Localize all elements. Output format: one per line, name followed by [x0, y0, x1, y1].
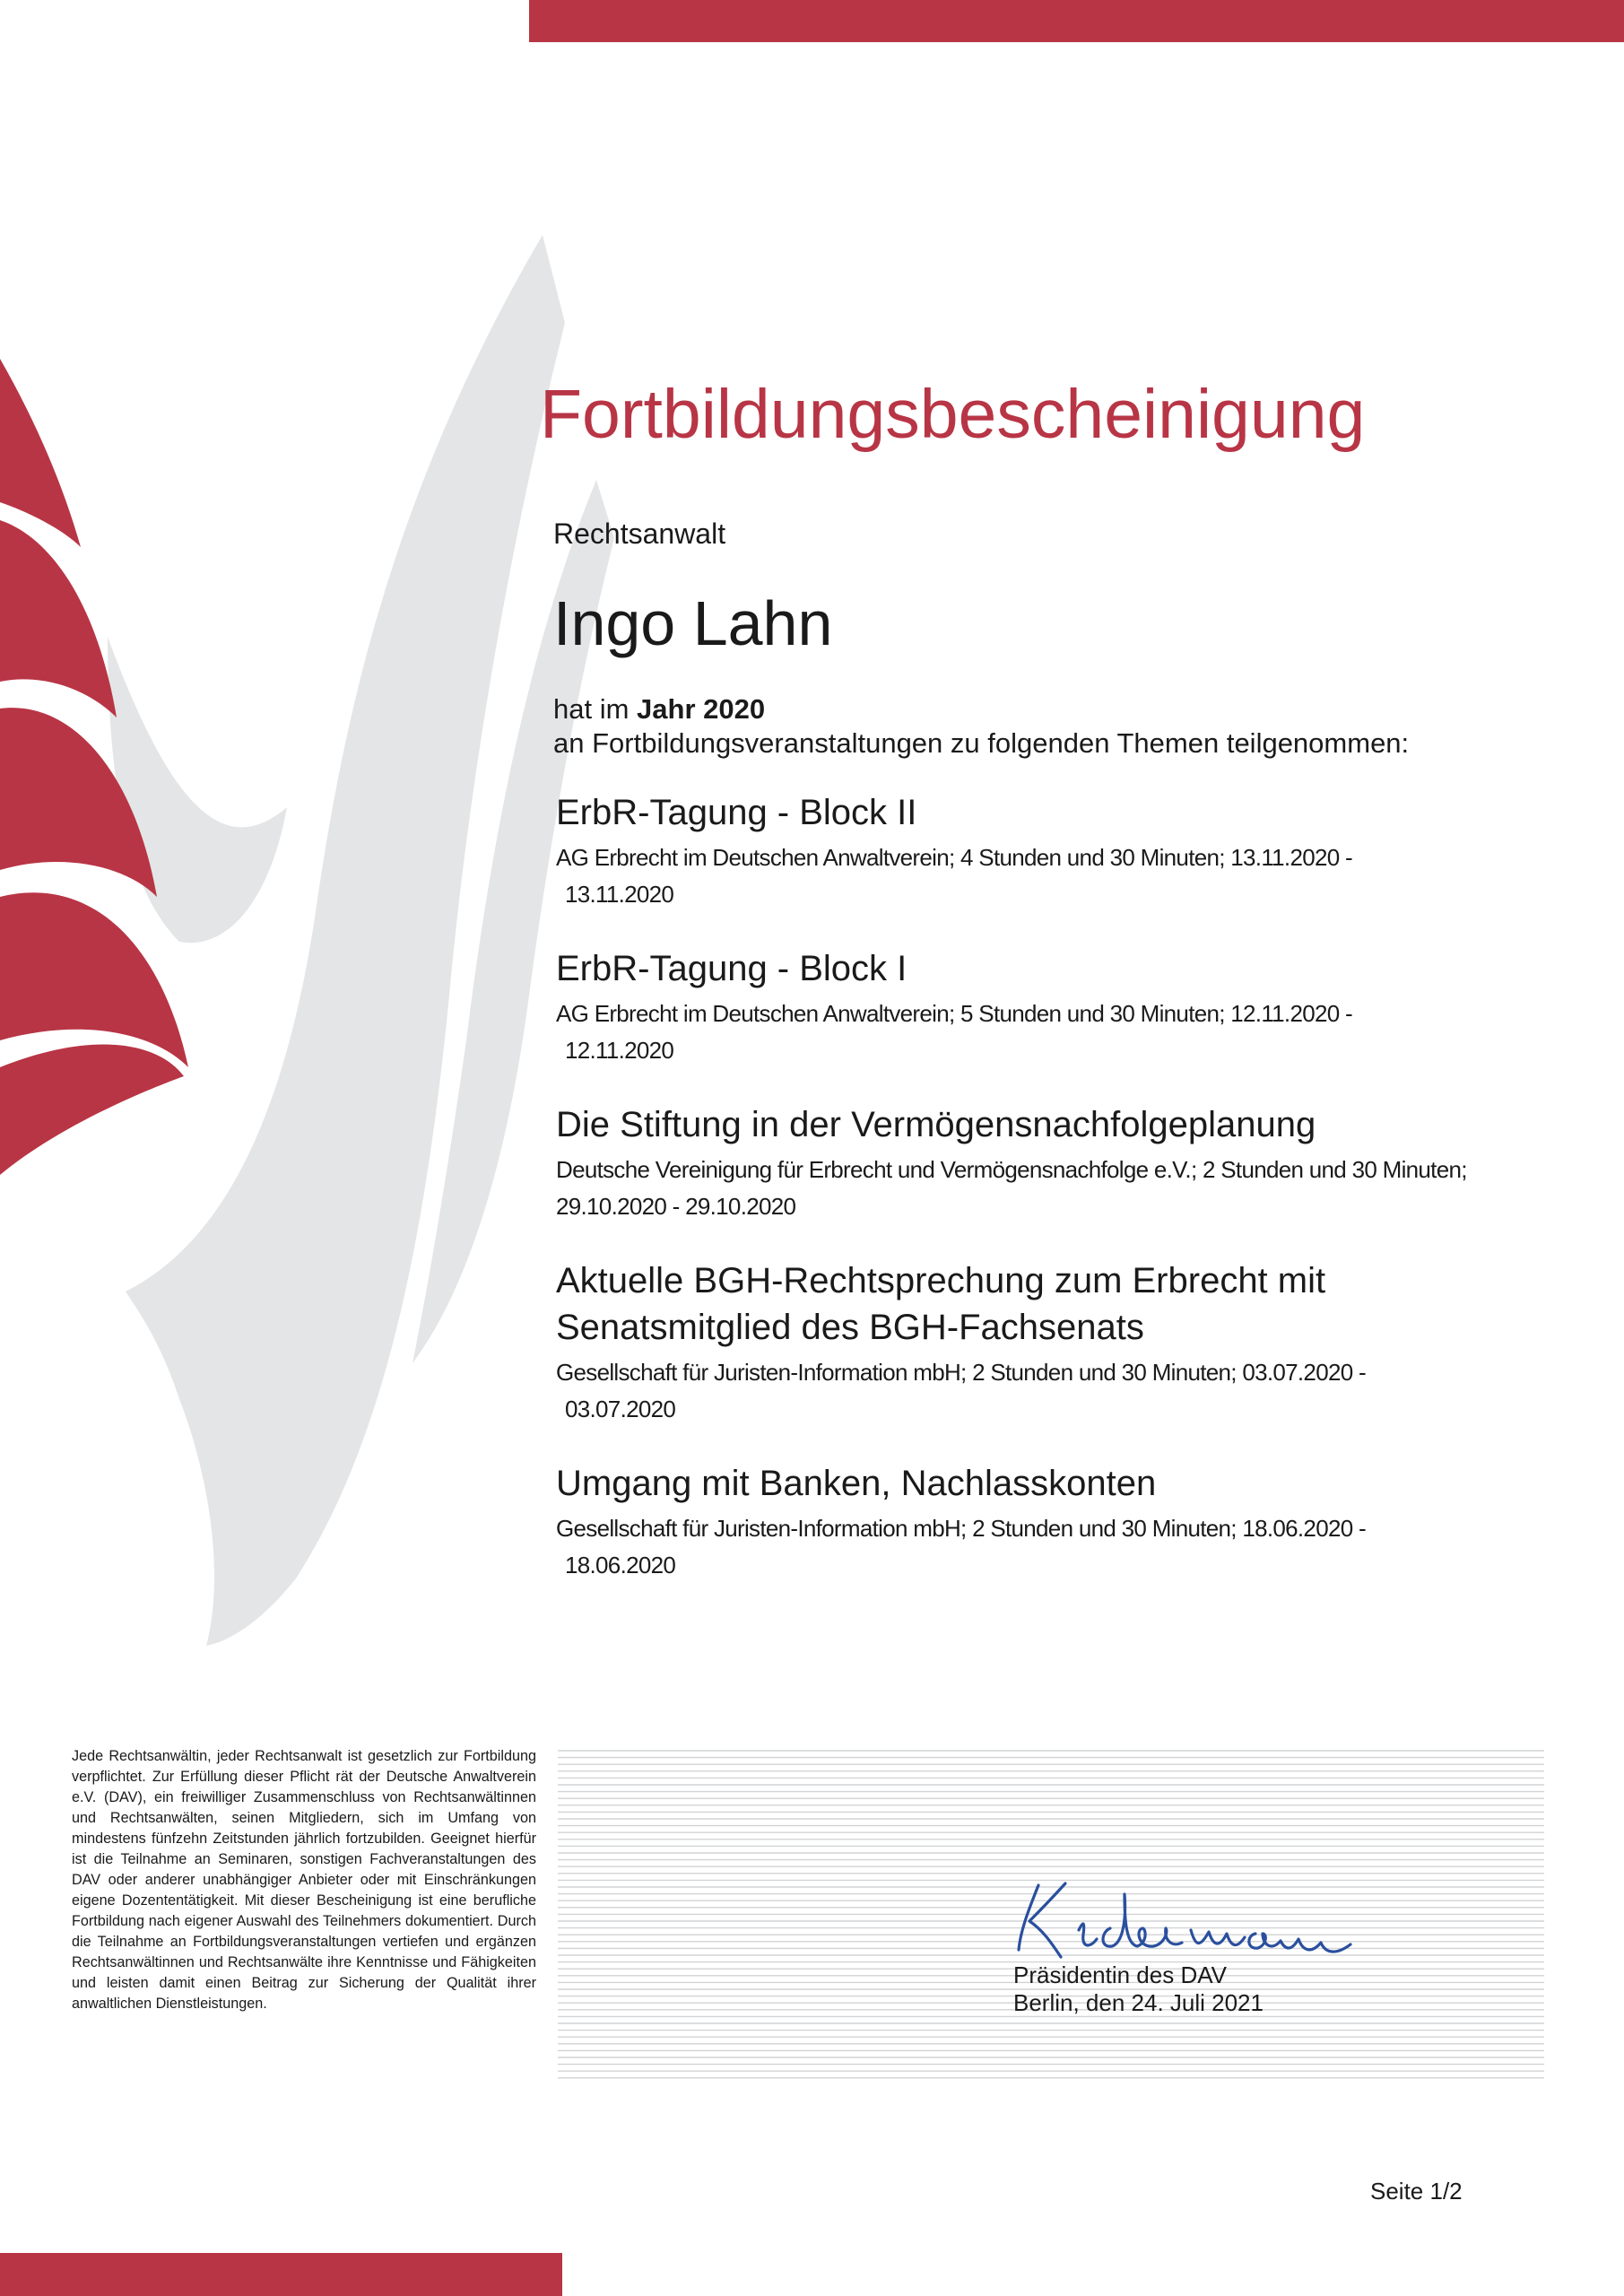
red-band-2 — [0, 520, 117, 718]
red-band-5 — [0, 1045, 184, 1175]
course-meta-line: AG Erbrecht im Deutschen Anwaltverein; 4 Stunden und 30 Minuten; 13.11.2020 - — [556, 844, 1352, 871]
course-meta — [556, 996, 1507, 1069]
course-item — [556, 1460, 1507, 1584]
certificate-title: Fortbildungsbescheinigung — [540, 376, 1366, 453]
course-item — [556, 1257, 1507, 1428]
course-meta-line: 13.11.2020 — [565, 881, 674, 908]
recipient-name: Ingo Lahn — [553, 588, 833, 658]
red-band-4 — [0, 892, 188, 1067]
course-meta — [556, 1354, 1507, 1428]
handwritten-signature — [1012, 1867, 1361, 1966]
course-meta-line: AG Erbrecht im Deutschen Anwaltverein; 5 Stunden und 30 Minuten; 12.11.2020 - — [556, 1000, 1352, 1027]
course-meta-line: 03.07.2020 — [565, 1396, 676, 1422]
signer-title: Präsidentin des DAV — [1013, 1961, 1227, 1988]
intro-text — [553, 692, 1409, 761]
intro-prefix: hat im — [553, 693, 630, 725]
course-meta — [556, 839, 1507, 913]
course-meta — [556, 1510, 1507, 1584]
course-item — [556, 945, 1507, 1069]
recipient-salutation: Rechtsanwalt — [553, 517, 726, 550]
course-title-line: Aktuelle BGH-Rechtsprechung zum Erbrecht mit — [556, 1261, 1326, 1300]
legal-notice: Jede Rechtsanwältin, jeder Rechtsanwalt ist gesetzlich zur Fortbildung verpflichtet. Zur Erfüllung dieser Pflicht rät der Deutsche Anwaltverein e.V. (DAV), ein freiwilliger Zusammenschluss von Rechtsanwältinnen und Rechtsanwälten, seinen Mitgliedern, sich im Umfang von mindestens fünfzehn Zeitstunden jährlich fortzubilden. Geeignet hierfür ist die Teilnahme an Seminaren, sonstigen Fachveranstaltungen des DAV oder anderer unabhängiger Anbieter oder mit Einschränkungen eigene Dozententätigkeit. Mit dieser Bescheinigung ist eine berufliche Fortbildung nach eigener Auswahl des Teilnehmers dokumentiert. Durch die Teilnahme an Fortbildungsveranstaltungen vertiefen und ergänzen Rechtsanwältinnen und Rechtsanwälte ihre Kenntnisse und Fähigkeiten und leisten damit einen Beitrag zur Sicherung der Qualität ihrer anwaltlichen Dienstleistungen. — [72, 1748, 536, 2012]
course-meta-line: Deutsche Vereinigung für Erbrecht und Vermögensnachfolge e.V.; 2 Stunden und 30 Minuten; — [556, 1156, 1467, 1183]
course-title: Umgang mit Banken, Nachlasskonten — [556, 1464, 1157, 1503]
red-band-1 — [0, 359, 81, 547]
intro-line-2: an Fortbildungsveranstaltungen zu folgenden Themen teilgenommen: — [553, 727, 1410, 759]
course-title: ErbR-Tagung - Block II — [556, 793, 917, 832]
course-meta-line: Gesellschaft für Juristen-Information mbH; 2 Stunden und 30 Minuten; 18.06.2020 - — [556, 1515, 1366, 1542]
course-meta-line: 29.10.2020 - 29.10.2020 — [556, 1193, 796, 1220]
grey-ribbon-left — [108, 637, 287, 943]
course-meta-line: 12.11.2020 — [565, 1037, 674, 1064]
bottom-accent-bar — [0, 2253, 562, 2296]
course-item — [556, 1101, 1507, 1225]
course-title-line: Senatsmitglied des BGH-Fachsenats — [556, 1308, 1144, 1347]
course-title — [556, 1257, 1507, 1351]
intro-year: Jahr 2020 — [637, 693, 766, 725]
course-title: Die Stiftung in der Vermögensnachfolgeplanung — [556, 1105, 1316, 1144]
place-and-date: Berlin, den 24. Juli 2021 — [1013, 1989, 1264, 2016]
page-number: Seite 1/2 — [1370, 2178, 1463, 2205]
course-meta-line: 18.06.2020 — [565, 1552, 676, 1578]
course-title: ErbR-Tagung - Block I — [556, 949, 908, 988]
intro-line-1 — [553, 692, 1409, 726]
course-meta — [556, 1152, 1507, 1225]
course-meta-line: Gesellschaft für Juristen-Information mbH; 2 Stunden und 30 Minuten; 03.07.2020 - — [556, 1359, 1366, 1386]
course-item — [556, 789, 1507, 913]
